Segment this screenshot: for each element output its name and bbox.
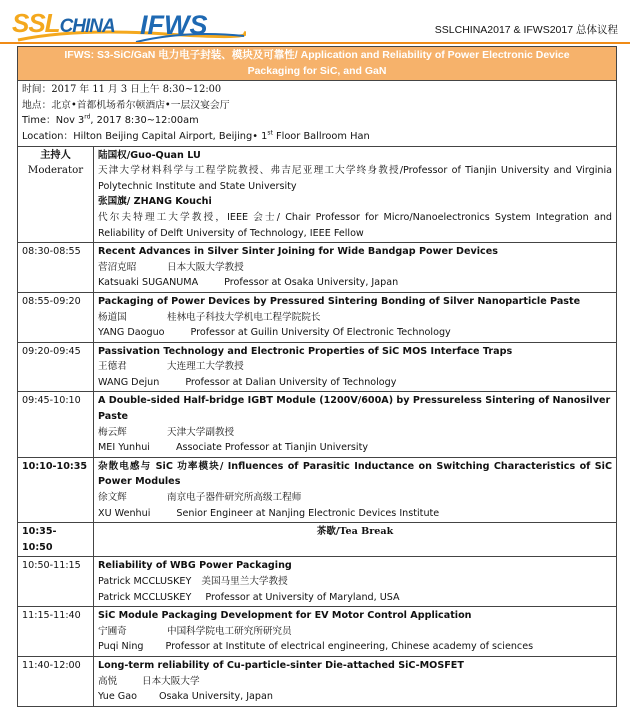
tea-break-row bbox=[18, 523, 617, 557]
speaker-cn: 梅云辉 天津大学副教授 bbox=[98, 426, 235, 438]
location-en: Location：Hilton Beijing Capital Airport, Beijing• 1st Floor Ballroom Han bbox=[22, 129, 370, 142]
speaker-cn: 高悦 日本大阪大学 bbox=[98, 675, 200, 687]
session-row bbox=[18, 607, 617, 657]
speaker-cn: Patrick MCCLUSKEY 美国马里兰大学教授 bbox=[98, 576, 288, 587]
session-title: Passivation Technology and Electronic Properties of SiC MOS Interface Traps bbox=[98, 345, 513, 357]
logo-ssl-text: SSLCHINA bbox=[12, 8, 115, 38]
session-row bbox=[18, 656, 617, 706]
tea-break-label: 茶歇/Tea Break bbox=[94, 523, 617, 557]
speaker-en: WANG Dejun Professor at Dalian University of Technology bbox=[98, 376, 397, 388]
page-header bbox=[0, 0, 630, 44]
session-title: Recent Advances in Silver Sinter Joining for Wide Bandgap Power Devices bbox=[98, 246, 498, 258]
moderator-label-cn: 主持人 bbox=[40, 148, 71, 161]
session-row bbox=[18, 557, 617, 607]
speaker-cn: 杨道国 桂林电子科技大学机电工程学院院长 bbox=[98, 311, 321, 323]
time-cn: 时间：2017 年 11 月 3 日上午 8:30~12:00 bbox=[22, 84, 222, 96]
session-time: 10:10-10:35 bbox=[18, 457, 94, 522]
moderator-1-name: 陆国权/Guo-Quan LU bbox=[98, 149, 201, 161]
banner-line1: IFWS: S3-SiC/GaN 电力电子封装、模块及可靠性/ Application and Reliability of Power Electronic Device bbox=[64, 49, 570, 61]
speaker-cn: 菅沼克昭 日本大阪大学教授 bbox=[98, 261, 244, 273]
speaker-cn: 宁圃奇 中国科学院电工研究所研究员 bbox=[98, 625, 292, 637]
session-row bbox=[18, 292, 617, 342]
session-title: SiC Module Packaging Development for EV Motor Control Application bbox=[98, 610, 472, 622]
logo-ifws-text: IFWS bbox=[140, 10, 208, 40]
banner-line2: Packaging for SiC, and GaN bbox=[247, 64, 387, 77]
session-time: 08:30-08:55 bbox=[18, 243, 94, 293]
location-cn: 地点：北京•首都机场希尔顿酒店•一层汉宴会厅 bbox=[22, 99, 230, 111]
speaker-en: Katsuaki SUGANUMA Professor at Osaka University, Japan bbox=[98, 277, 399, 289]
session-time: 08:55-09:20 bbox=[18, 292, 94, 342]
program-table bbox=[17, 46, 617, 707]
speaker-en: Puqi Ning Professor at Institute of electrical engineering, Chinese academy of sciences bbox=[98, 641, 534, 653]
tea-break-time: 10:35- 10:50 bbox=[18, 523, 94, 557]
speaker-en: Patrick MCCLUSKEY Professor at University of Maryland, USA bbox=[98, 591, 400, 603]
speaker-en: Yue Gao Osaka University, Japan bbox=[98, 691, 273, 703]
moderator-label-en: Moderator bbox=[27, 165, 84, 177]
info-row bbox=[18, 81, 617, 146]
session-time: 09:20-09:45 bbox=[18, 342, 94, 392]
moderator-2-name: 张国旗/ ZHANG Kouchi bbox=[98, 196, 212, 208]
speaker-en: MEI Yunhui Associate Professor at Tianjin University bbox=[98, 442, 369, 454]
session-title: Reliability of WBG Power Packaging bbox=[98, 560, 292, 572]
session-row bbox=[18, 457, 617, 522]
time-en: Time：Nov 3rd, 2017 8:30~12:00am bbox=[22, 114, 199, 127]
speaker-cn: 徐文辉 南京电子器件研究所高级工程师 bbox=[98, 492, 302, 504]
session-title: 杂散电感与 SiC 功率模块/ Influences of Parasitic Inductance on Switching Characteristics of SiC Power Modules bbox=[98, 460, 612, 488]
moderator-row bbox=[18, 146, 617, 243]
speaker-cn: 王德君 大连理工大学教授 bbox=[98, 361, 244, 373]
header-divider bbox=[0, 42, 630, 44]
session-banner bbox=[18, 47, 617, 81]
speaker-en: XU Wenhui Senior Engineer at Nanjing Electronic Devices Institute bbox=[98, 507, 440, 519]
speaker-en: YANG Daoguo Professor at Guilin University Of Electronic Technology bbox=[98, 327, 451, 339]
session-title: Packaging of Power Devices by Pressured Sintering Bonding of Silver Nanoparticle Paste bbox=[98, 295, 581, 307]
session-title: Long-term reliability of Cu-particle-sinter Die-attached SiC-MOSFET bbox=[98, 659, 464, 671]
document-title: SSLCHINA2017 & IFWS2017 总体议程 bbox=[434, 24, 618, 36]
session-title: A Double-sided Half-bridge IGBT Module (1200V/600A) by Pressureless Sintering of Nanosilver Paste bbox=[98, 395, 611, 423]
session-time: 11:15-11:40 bbox=[18, 607, 94, 657]
session-row bbox=[18, 392, 617, 457]
session-row bbox=[18, 342, 617, 392]
session-time: 11:40-12:00 bbox=[18, 656, 94, 706]
session-row bbox=[18, 243, 617, 293]
moderator-2-desc: 代尔夫特理工大学教授，IEEE 会士/ Chair Professor for Micro/Nanoelectronics System Integration and Reliability of Delft University of Technology, IEEE Fellow bbox=[98, 211, 612, 239]
session-time: 09:45-10:10 bbox=[18, 392, 94, 457]
session-time: 10:50-11:15 bbox=[18, 557, 94, 607]
moderator-1-desc: 天津大学材料科学与工程学院教授、弗吉尼亚理工大学终身教授/Professor of Tianjin University and Virginia Polytechnic Institute and State University bbox=[98, 165, 612, 192]
